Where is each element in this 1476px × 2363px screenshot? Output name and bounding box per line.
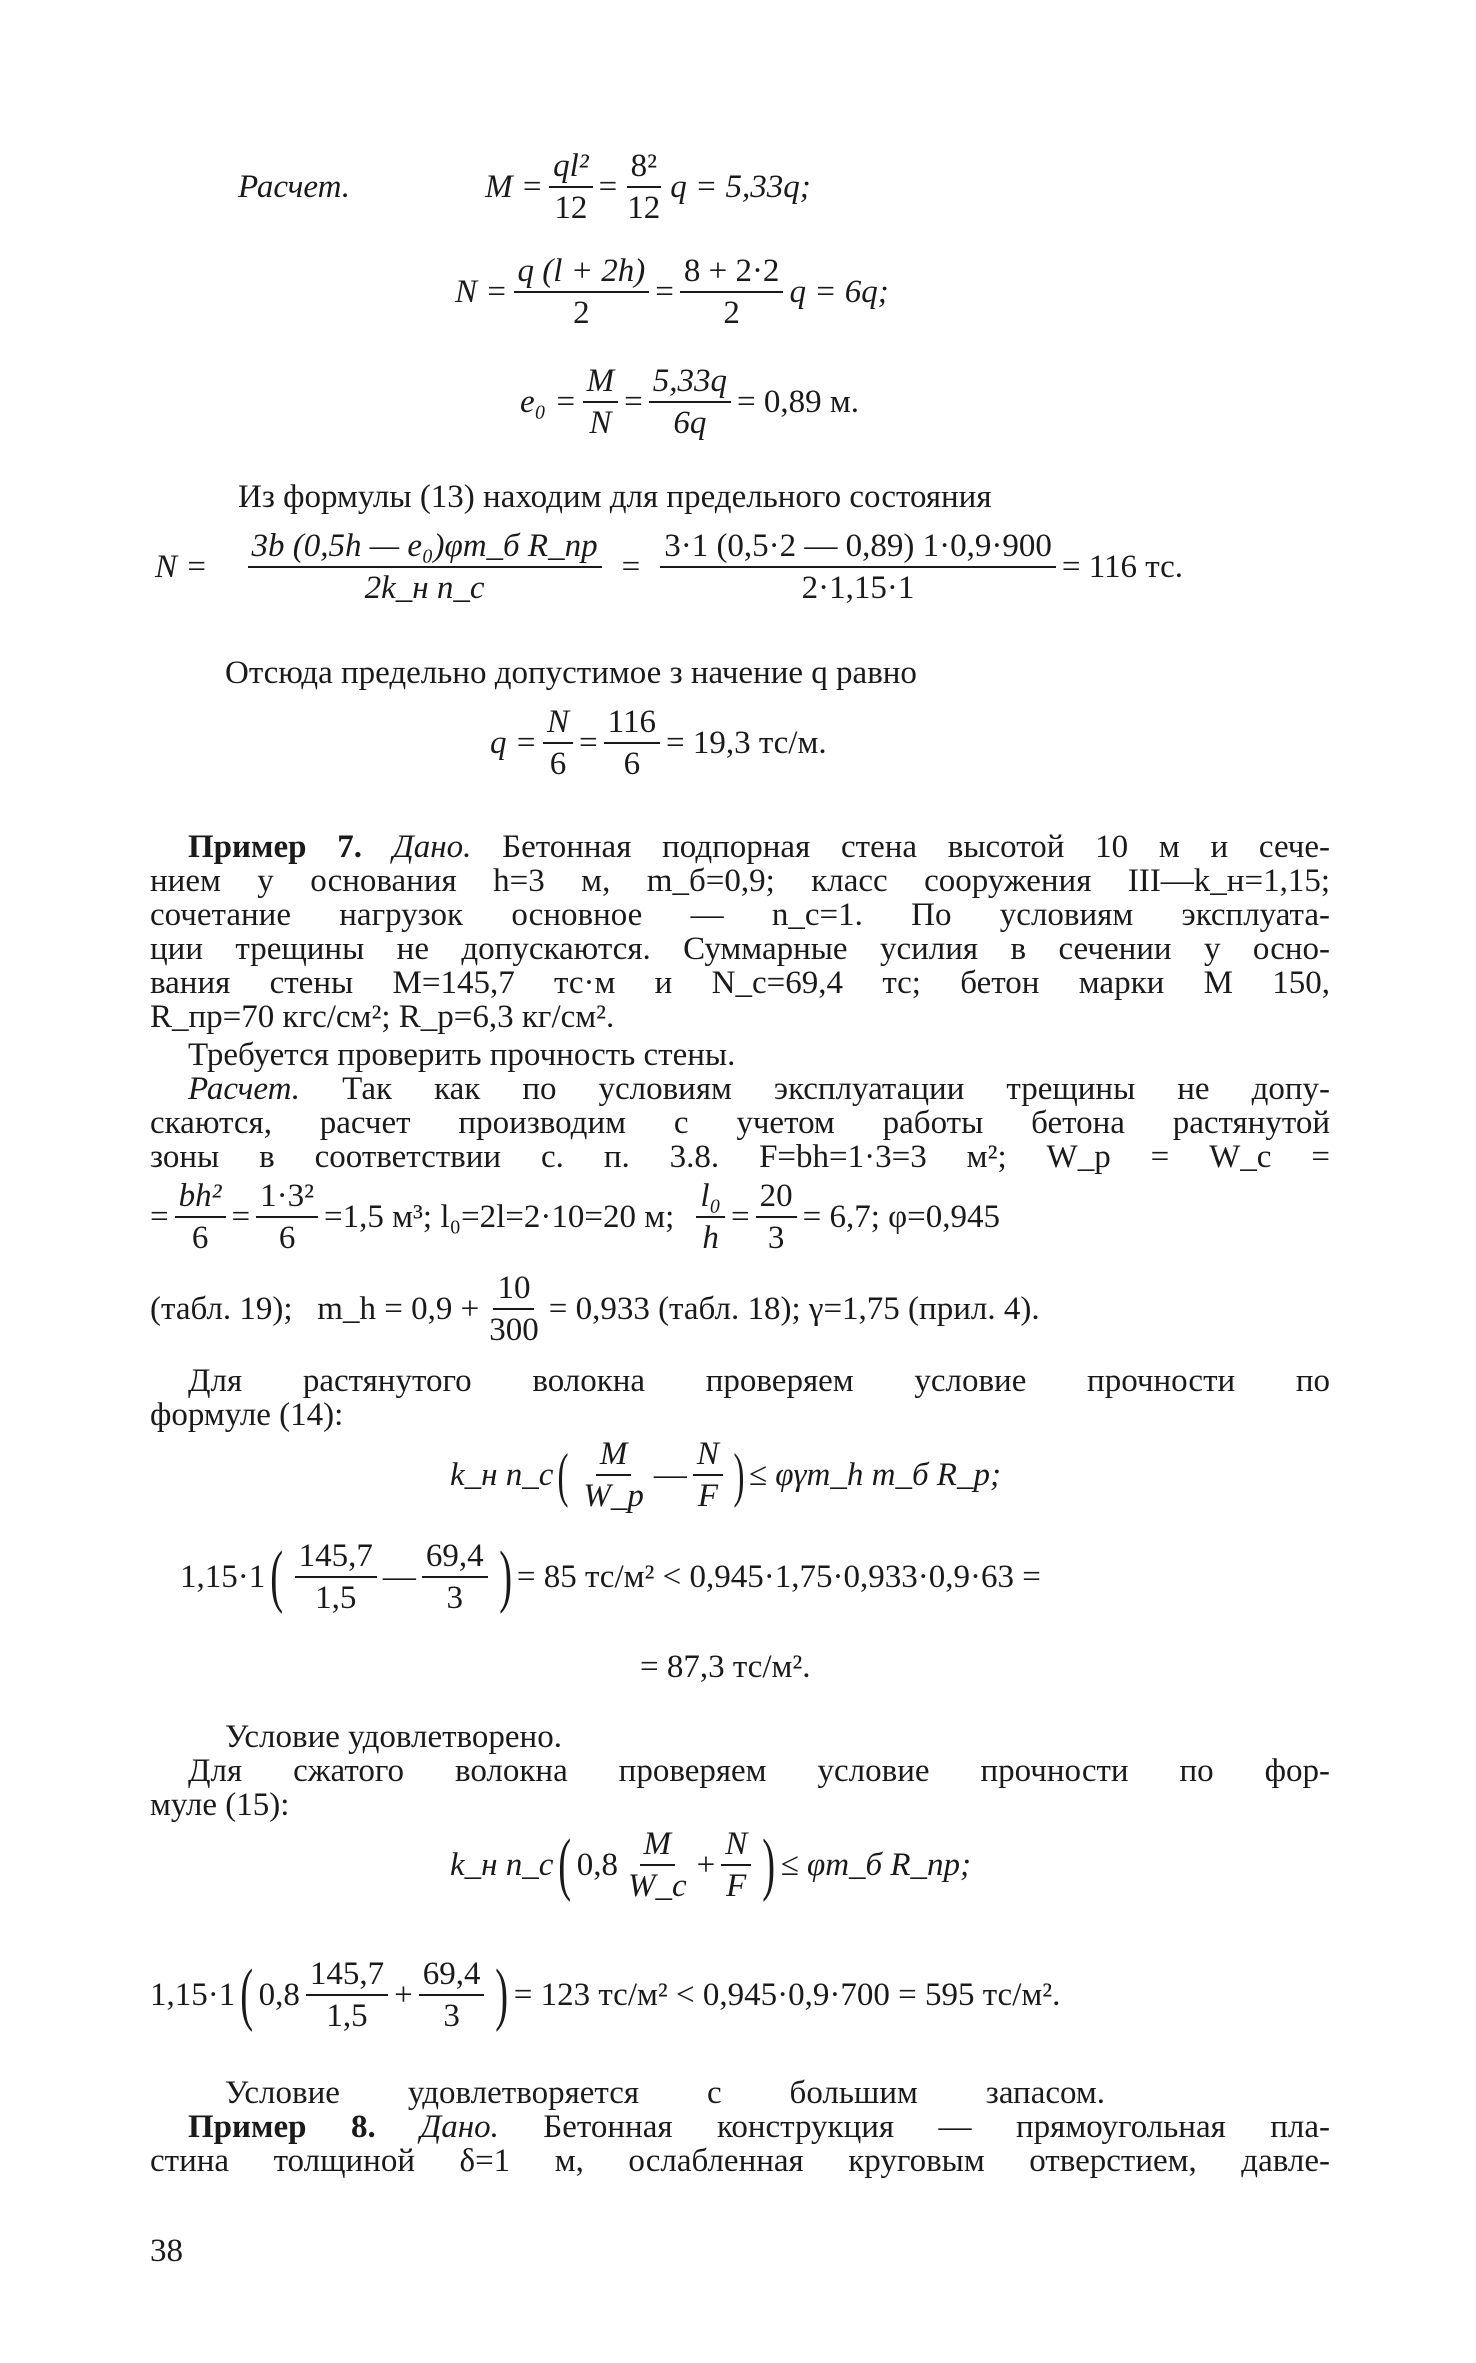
f14-rhs: ≤ φγm_h m_б R_р; xyxy=(748,1456,1001,1493)
f15-frac2: $\frac{N}{F}$ xyxy=(721,1828,751,1902)
calc-M-rhs: q = 5,33q; xyxy=(670,168,811,205)
c15-frac2: $\frac{69,4}{3}$ xyxy=(419,1958,485,2032)
from13-eq: = xyxy=(621,548,641,585)
c14-frac1: $\frac{145,7}{1,5}$ xyxy=(295,1540,377,1614)
c14-minus: — xyxy=(382,1558,416,1595)
ex7-line-10: зоны в соответствии с. п. 3.8. F=bh=1·3=3 м²; W_р = W_с = xyxy=(150,1139,1330,1175)
qlimit-formula xyxy=(490,706,827,780)
ex7-line-7: Требуется проверить прочность стены. xyxy=(188,1037,736,1073)
calc-e0-frac2: $\frac{5,33q}{6q}$ xyxy=(649,365,731,439)
c15-pre: 1,15·1 xyxy=(150,1976,236,2013)
calc-e0-lhs: e₀ = xyxy=(520,383,577,420)
page-number: 38 xyxy=(150,2233,183,2269)
ex8-heading: Пример 8. xyxy=(188,2109,376,2145)
f15-coef: 0,8 xyxy=(576,1846,618,1883)
qlimit-rhs: = 19,3 тс/м. xyxy=(665,724,827,761)
ex7-line-3: сочетание нагрузок основное — n_с=1. По условиям эксплуата- xyxy=(150,897,1330,933)
ex7-line-15 xyxy=(150,1752,1330,1790)
c14-result: = 87,3 тс/м². xyxy=(640,1649,811,1685)
ex7-l11-frac3: $\frac{\text{l₀}}{h}$ xyxy=(696,1180,725,1254)
ex7-ok-1: Условие удовлетворено. xyxy=(225,1719,562,1755)
calc-e0-eq: = xyxy=(624,383,643,420)
ex7-l11-frac2: $\frac{\text{1·3²}}{6}$ xyxy=(256,1180,318,1254)
f15-plus: + xyxy=(696,1846,716,1883)
from13-frac2: $\frac{3\cdot 1 (0,5\cdot 2 — 0,89) 1\cdot 0,9\cdot 900}{2\cdot 1,15\cdot 1}$ xyxy=(660,530,1056,604)
calc-N-lhs: N = xyxy=(455,273,508,310)
c15-rhs: = 123 тс/м² < 0,945·0,9·700 = 595 тс/м². xyxy=(513,1976,1061,2013)
f15-pre: k_н n_с xyxy=(450,1846,554,1883)
ex7-calc-14: 1,15·1 ( $\frac{145,7}{1,5}$ — $\frac{69,4}{3}$ ) = 85 тс/м² < 0,945·1,75·0,933·0,9·63 = xyxy=(180,1538,1041,1616)
ex7-given: Дано. xyxy=(392,829,472,865)
ex7-line-2: нием у основания h=3 м, m_б=0,9; класс сооружения III—k_н=1,15; xyxy=(150,863,1330,899)
f14-pre: k_н n_с xyxy=(450,1456,554,1493)
calc-M-frac1: $\frac{\text{ql²}}{12}$ xyxy=(549,150,593,224)
ex7-l11-mid: =1,5 м³; l₀=2l=2·10=20 м; xyxy=(324,1198,675,1235)
qlimit-frac2: $\frac{116}{6}$ xyxy=(604,706,660,780)
from13-rhs: = 116 тс. xyxy=(1061,548,1183,585)
ex7-line-1 xyxy=(150,828,1330,866)
ex7-l11-rhs: = 6,7; φ=0,945 xyxy=(802,1198,1001,1235)
ex7-l12-pre: (табл. 19); m_h = 0,9 + xyxy=(150,1290,480,1327)
ex7-line-6: R_пр=70 кгс/см²; R_р=6,3 кг/см². xyxy=(150,999,615,1035)
ex8-line-1 xyxy=(150,2108,1330,2146)
from13-text: Из формулы (13) находим для предельного состояния xyxy=(238,479,992,515)
f15-frac1: $\frac{M}{W\_с}$ xyxy=(627,1826,687,1904)
ex7-line-11 xyxy=(150,1180,1000,1254)
qlimit-frac1: $\frac{N}{6}$ xyxy=(543,706,573,780)
ex7-l11-frac4: $\frac{20}{3}$ xyxy=(756,1180,797,1254)
ex7-l11-pre: = xyxy=(150,1198,169,1235)
calc-e0-line xyxy=(520,365,859,439)
qlimit-lhs: q = xyxy=(490,724,538,761)
ex7-formula-15: k_н n_с ( 0,8 $\frac{M}{W\_с}$ + $\frac{N}{F}$ ) ≤ φm_б R_пр; xyxy=(450,1826,972,1904)
ex7-l12-rhs: = 0,933 (табл. 18); γ=1,75 (прил. 4). xyxy=(548,1290,1040,1327)
f14-minus: — xyxy=(653,1456,687,1493)
calc-N-frac1: $\frac{q (l + 2h)}{2}$ xyxy=(514,255,650,329)
c15-coef: 0,8 xyxy=(258,1976,300,2013)
ex7-formula-14: k_н n_с ( $\frac{M}{W\_р}$ — $\frac{N}{F}$ ) ≤ φγm_h m_б R_р; xyxy=(450,1436,1001,1514)
ex7-text-13: Для растянутого волокна проверяем условие прочности по xyxy=(188,1363,1330,1399)
calc-N-rhs: q = 6q; xyxy=(789,273,889,310)
ex7-line-5: вания стены M=145,7 тс·м и N_с=69,4 тс; бетон марки М 150, xyxy=(150,965,1330,1001)
ex7-line-8 xyxy=(150,1070,1330,1108)
calc-label: Расчет. xyxy=(238,168,351,205)
ex7-text-8: Так как по условиям эксплуатации трещины не допу- xyxy=(342,1071,1331,1107)
c14-rhs: = 85 тс/м² < 0,945·1,75·0,933·0,9·63 = xyxy=(516,1558,1041,1595)
ex7-line-4: ции трещины не допускаются. Суммарные усилия в сечении у осно- xyxy=(150,931,1330,967)
ex7-line-14: формуле (14): xyxy=(150,1397,344,1433)
ex7-ok-2: Условие удовлетворяется с большим запасом. xyxy=(225,2075,1105,2111)
ex7-line-16: муле (15): xyxy=(150,1787,290,1823)
calc-N-frac2: $\frac{8 + 2\cdot 2}{2}$ xyxy=(680,255,784,329)
ex7-text-15: Для сжатого волокна проверяем условие прочности по фор- xyxy=(188,1753,1330,1789)
ex7-line-12 xyxy=(150,1272,1040,1346)
ex7-l11-frac1: $\frac{\text{bh²}}{6}$ xyxy=(175,1180,226,1254)
calc-M-eq: = xyxy=(598,168,618,205)
ex7-line-13 xyxy=(150,1362,1330,1400)
ex7-text-1: Бетонная подпорная стена высотой 10 м и сече- xyxy=(502,829,1331,865)
qlimit-eq: = xyxy=(579,724,598,761)
calc-M-frac2: $\frac{\text{8²}}{12}$ xyxy=(627,148,661,226)
c15-frac1: $\frac{145,7}{1,5}$ xyxy=(306,1958,388,2032)
from13-lhs: N = xyxy=(155,548,208,585)
ex7-line-9: скаются, расчет производим с учетом работы бетона растянутой xyxy=(150,1105,1330,1141)
ex7-l11-eq2: = xyxy=(730,1198,750,1235)
calc-e0-frac1: $\frac{M}{N}$ xyxy=(583,365,619,439)
calc-N-eq: = xyxy=(655,273,674,310)
ex7-calc-label: Расчет. xyxy=(188,1071,301,1107)
ex8-text-1: Бетонная конструкция — прямоугольная пла- xyxy=(543,2109,1330,2145)
ex7-l12-frac: $\frac{10}{300}$ xyxy=(489,1270,539,1348)
ex7-heading: Пример 7. xyxy=(188,829,363,865)
f14-frac2: $\frac{N}{F}$ xyxy=(693,1438,723,1512)
from13-formula xyxy=(155,530,1183,604)
calc-M-line xyxy=(238,150,811,224)
c14-frac2: $\frac{69,4}{3}$ xyxy=(422,1540,488,1614)
f14-frac1: $\frac{M}{W\_р}$ xyxy=(583,1436,644,1514)
calc-N-line xyxy=(455,255,889,329)
ex7-calc-15: 1,15·1 ( 0,8 $\frac{145,7}{1,5}$ + $\frac{69,4}{3}$ ) = 123 тс/м² < 0,945·0,9·700 = 595 тс/м². xyxy=(150,1956,1061,2034)
ex8-given: Дано. xyxy=(420,2109,499,2145)
from13-frac1: $\frac{\text{3b (0,5h — e₀)φm\_б R\_пр}}{\text{2k\_н n\_с}}$ xyxy=(248,530,602,604)
c14-pre: 1,15·1 xyxy=(180,1558,266,1595)
f15-rhs: ≤ φm_б R_пр; xyxy=(780,1846,972,1883)
c15-plus: + xyxy=(394,1976,413,2013)
ex8-line-2: стина толщиной δ=1 м, ослабленная круговым отверстием, давле- xyxy=(150,2143,1330,2179)
calc-M-lhs: M = xyxy=(485,168,544,205)
calc-e0-rhs: = 0,89 м. xyxy=(737,383,860,420)
ex7-l11-eq: = xyxy=(231,1198,251,1235)
qlimit-text: Отсюда предельно допустимое з начение q равно xyxy=(225,655,917,691)
